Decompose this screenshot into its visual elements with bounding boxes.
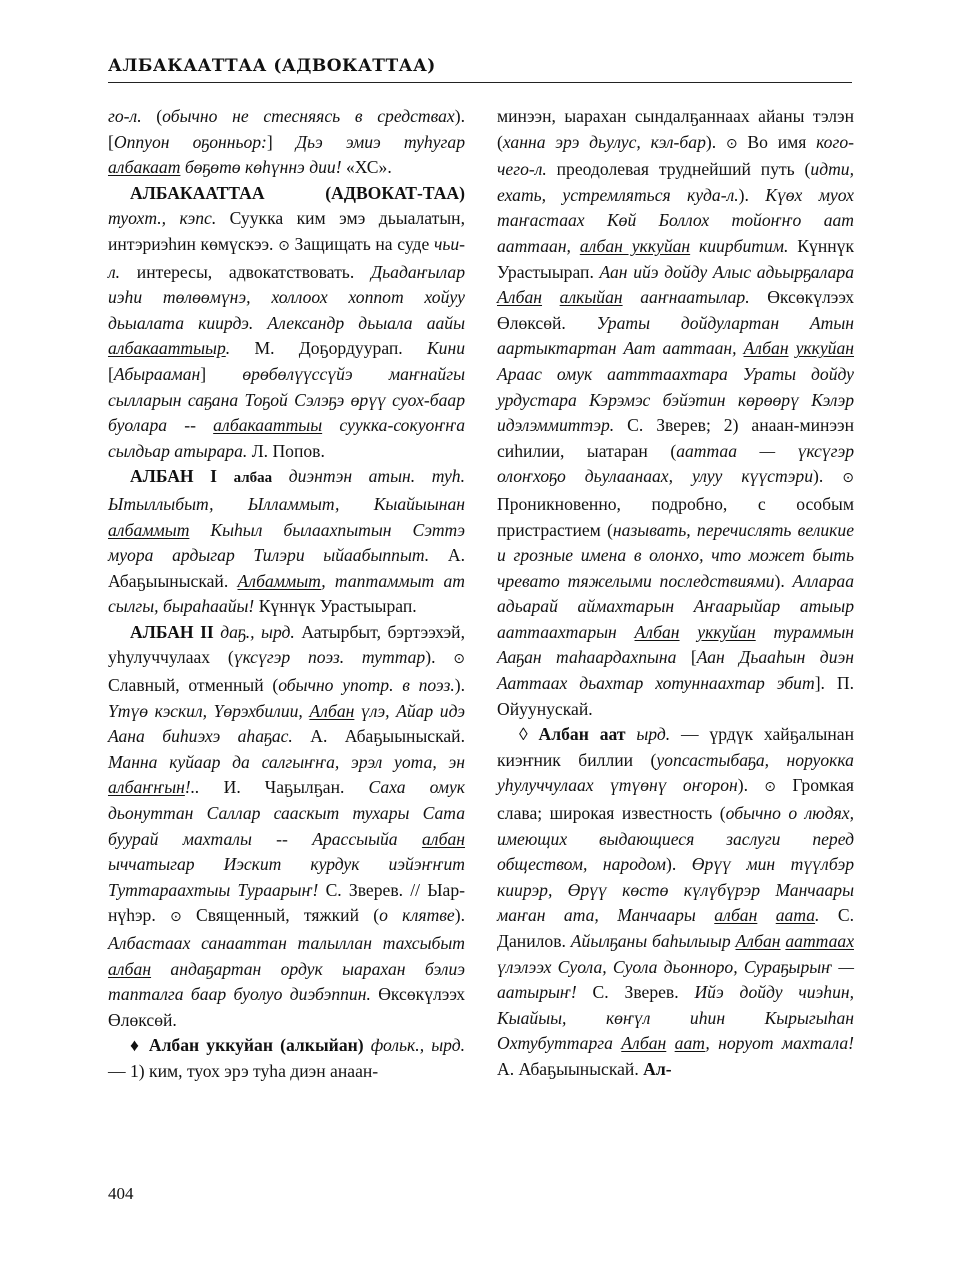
entry-alban-1: АЛБАН I албаа диэнтэн атын. туһ. Ытыллыбыт, Ылламмыт, Кыайыынан албаммыт Кыһыл былаахпытын Сэттэ муора ардыгар Тилэри ыйаабыппыт. А. Абаҕыыныскай. Албаммыт, таптаммыт ат сылгы, быраһаайы! Күннүк Урастыырап. (108, 466, 465, 617)
entry-alban-ukkuyan-cont: минээн, ыарахан сындалҕаннаах айаны тэлэн (ханна эрэ дьулус, кэл-бар). ⊙ Во имя кого-чего-л. преодолевая труднейший путь (идти, ехать, устремляться куда-л.). Күөх муох таҥастаах Көй Боллох тойоҥҥо аат ааттаан, албан уккуйан киирбитим. Күннүк Урастыырап. Аан ийэ дойду Алыс адьырҕалара Албан алкыйан ааҥнаатылар. Өксөкүлээх Өлөксөй. Ураты дойдулартан Атын аартыктартан Аат ааттаан, Албан уккуйан Араас омук аатттаахтара Ураты дойду урдустара Кэрэмэс бэйэтин көрөөрү Кэлэр идэлэммиттэр. С. Зверев; 2) анаан-минээн сиһилии, ыатаран (ааттаа — үксүгэр олоҥхоҕо дьулаанаах, улуу күүстэри). ⊙ Проникновенно, подробно, с особым пристрастием (называть, перечислять великие и грозные имена в олонхо, что может быть чревато тяжелыми последствиями). Аллараа адьарай аймахтарын Аҥаарыйар атыыр ааттаахтарын Албан уккуйан тураммын Ааҕан таһаардахпына [Аан Дьааһын диэн Ааттаах дьахтар хотуннаахтар эбит]. П. Ойуунускай. (497, 106, 855, 719)
page-number: 404 (108, 1184, 134, 1203)
entry-alban-2: АЛБАН II даҕ., ырд. Аатырбыт, бэртээхэй, уһулуччулаах (үксүгэр поэз. туттар). ⊙ Славный, отменный (обычно употр. в поэз.). Үтүө кэскил, Үөрэхбилии, Албан үлэ, Айар идэ Аана биһиэхэ аһаҕас. А. Абаҕыыныскай. Манна куйаар да салгыҥҥа, эрэл уота, эн албаҥҥын!.. И. Чаҕылҕан. Саха омук дьонуттан Саллар сааскыт тухары Сата буурай махталы -- Арассыыйа албан ыччатыгар Иэскит курдук иэйэҥҥит Туттараахтыы Тураарыҥ! С. Зверев. // Ыар-нүһэр. ⊙ Священный, тяжкий (о клятве). Албастаах санааттан талыллан тахсыбыт албан андаҕартан ордук ыарахан бэлиэ тапталга баар буолуо диэбэппин. Өксөкүлээх Өлөксөй. (108, 621, 466, 1030)
entry-alban-ukkuyan: ♦ Албан уккуйан (алкыйан) фольк., ырд. — 1) ким, туох эрэ туһа диэн анаан- (108, 1035, 466, 1081)
header-rule (108, 82, 852, 83)
left-column (108, 104, 465, 1085)
entry-albakaattaa: АЛБАКААТТАА (АДВОКАТ-ТАА) туохт., кэпс. Суукка ким эмэ дьыалатын, интэриэһин көмүскээ. ⊙ Защищать на суде чьи-л. интересы, адвокатствовать. Дьадаҥылар иэһи төлөөмүнэ, холлоох хоппот хойуу дьыалата киирдэ. Александр дьыала аайы албакааттыыр. М. Доҕордуурап. Кини [Абырааман] өрөбөлүүссүйэ маҥнайгы сылларын саҕана Тоҕой Сэлэҕэ өрүү суох-баар буолара -- албакааттыы суукка-сокуоҥҥа сылдьар атырара. Л. Попов. (108, 182, 466, 461)
running-header: АЛБАКААТТАА (АДВОКАТТАА) (108, 56, 436, 76)
right-column (497, 104, 854, 1083)
entry-alban-aat: ◊ Албан аат ырд. — үрдүк хайҕалынан киэҥник биллии (уопсастыбаҕа, норуокка уһулуччулаах үтүөнү оҥорон). ⊙ Громкая слава; широкая известность (обычно о людях, имеющих выдающиеся заслуги перед обществом, народом). Өрүү мин түүлбэр киирэр, Өрүү көстө күлүбүрэр Манчаары маҥан ата, Манчаары албан аата. С. Данилов. Айылҕаны баһылыыр Албан ааттаах үлэлээх Суола, Суола дьонноро, Сураҕырыҥ — аатырыҥ! С. Зверев. Ийэ дойду чиэһин, Кыайыы, көҥүл иһин Кырыгыһан Охтубуттарга Албан аат, норуот махтала! А. Абаҕыыныскай. Ал- (497, 724, 855, 1079)
entry-continuation: го-л. (обычно не стесняясь в средствах). [Оппуон оҕонньор:] Дьэ эмиэ туһугар албакаат бөҕөтө көһүннэ дии! «ХС». (108, 106, 465, 178)
